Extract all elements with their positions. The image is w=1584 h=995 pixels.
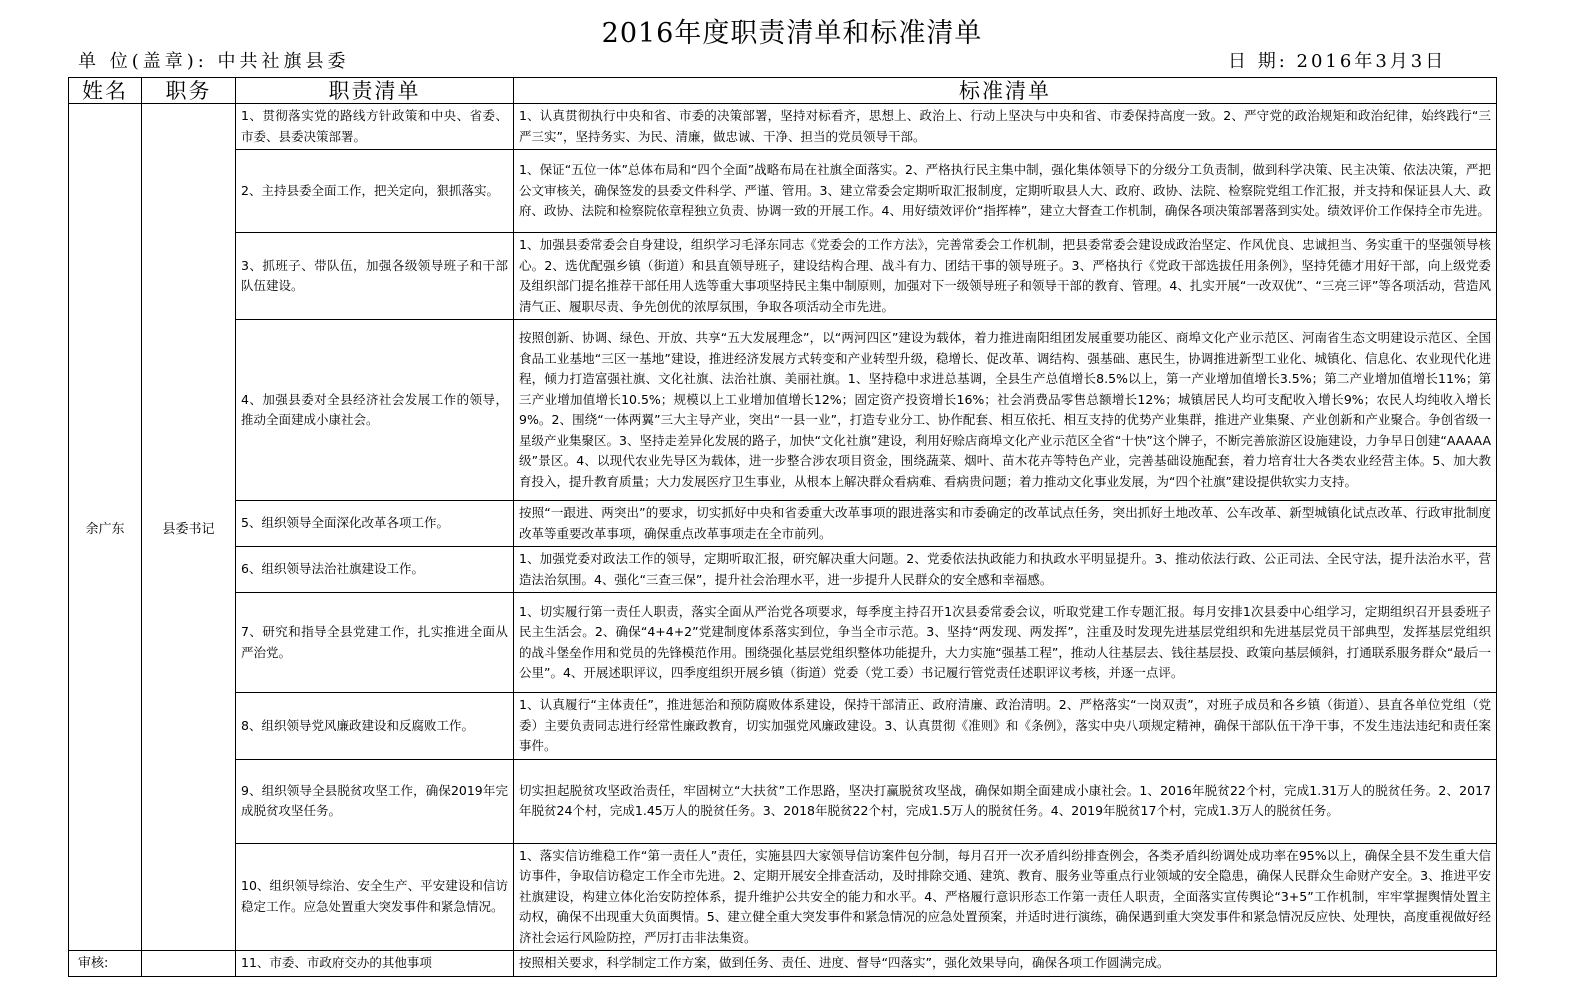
- duty-cell: 10、组织领导综治、安全生产、平安建设和信访稳定工作。应急处置重大突发事件和紧急情况。: [236, 843, 514, 951]
- table-row: [69, 951, 1497, 977]
- standard-cell: 1、切实履行第一责任人职责，落实全面从严治党各项要求，每季度主持召开1次县委常委会议，听取党建工作专题汇报。每月安排1次县委中心组学习，定期组织召开县委班子民主生活会。2、确保“4+4+2”党建制度体系落实到位，争当全市示范。3、坚持“两发现、两发挥”，注重及时发现先进基层党组织和先进基层党员干部典型，发挥基层党组织的战斗堡垒作用和党员的先锋模范作用。围绕强化基层党组织整体功能提升，大力实施“强基工程”，推动人往基层去、钱往基层投、政策向基层倾斜，打通联系服务群众“最后一公里”。4、开展述职评议，四季度组织开展乡镇（街道）党委（党工委）书记履行管党责任述职评议考核，并逐一点评。: [514, 593, 1497, 693]
- standard-cell: 按照“一跟进、两突出”的要求，切实抓好中央和省委重大改革事项的跟进落实和市委确定的改革试点任务，突出抓好土地改革、公车改革、新型城镇化试点改革、行政审批制度改革等重要改革事项，确保重点改革事项走在全市前列。: [514, 501, 1497, 547]
- table-row: [69, 150, 1497, 233]
- review-label: 审核:: [78, 956, 109, 971]
- table-row: [69, 693, 1497, 760]
- duty-cell: 11、市委、市政府交办的其他事项: [236, 951, 514, 977]
- standard-cell: 1、认真贯彻执行中央和省、市委的决策部署，坚持对标看齐，思想上、政治上、行动上坚决与中央和省、市委保持高度一致。2、严守党的政治规矩和政治纪律，始终践行“三严三实”，坚持务实、为民、清廉，做忠诚、干净、担当的党员领导干部。: [514, 104, 1497, 150]
- header-duty: 职责清单: [236, 78, 514, 104]
- standard-cell: 1、落实信访维稳工作“第一责任人”责任，实施县四大家领导信访案件包分制，每月召开一次矛盾纠纷排查例会，各类矛盾纠纷调处成功率在95%以上，确保全县不发生重大信访事件，争取信访稳定工作全市先进。2、定期开展安全排查活动，及时排除交通、建筑、教育、服务业等重点行业领域的安全隐患，确保人民群众生命财产安全。3、推进平安社旗建设，构建立体化治安防控体系，提升维护公共安全的能力和水平。4、严格履行意识形态工作第一责任人职责，全面落实宣传舆论“3+5”工作机制，牢牢掌握舆情处置主动权，确保不出现重大负面舆情。5、建立健全重大突发事件和紧急情况的应急处置预案，并适时进行演练，确保遇到重大突发事件和紧急情况反应快、处理快，高度重视做好经济社会运行风险防控，严厉打击非法集资。: [514, 843, 1497, 951]
- duty-cell: 8、组织领导党风廉政建设和反腐败工作。: [236, 693, 514, 760]
- duty-cell: 1、贯彻落实党的路线方针政策和中央、省委、市委、县委决策部署。: [236, 104, 514, 150]
- date-line: 日 期: 2016年3月3日: [1228, 51, 1447, 72]
- standard-cell: 1、保证“五位一体”总体布局和“四个全面”战略布局在社旗全面落实。2、严格执行民主集中制，强化集体领导下的分级分工负责制，做到科学决策、民主决策、依法决策，严把公文审核关，确保签发的县委文件科学、严谨、管用。3、建立常委会定期听取汇报制度，定期听取县人大、政府、政协、法院、检察院党组工作汇报，并支持和保证县人大、政府、政协、法院和检察院依章程独立负责、协调一致的开展工作。4、用好绩效评价“指挥棒”，建立大督查工作机制，确保各项决策部署落到实处。绩效评价工作保持全市先进。: [514, 150, 1497, 233]
- standard-cell: 按照相关要求，科学制定工作方案，做到任务、责任、进度、督导“四落实”，强化效果导向，确保各项工作圆满完成。: [514, 951, 1497, 977]
- person-name: 余广东: [69, 104, 142, 951]
- duty-standard-table: [68, 77, 1497, 977]
- table-row: [69, 501, 1497, 547]
- standard-cell: 按照创新、协调、绿色、开放、共享“五大发展理念”，以“两河四区”建设为载体，着力推进南阳组团发展重要功能区、商埠文化产业示范区、河南省生态文明建设示范区、全国食品工业基地“三区一基地”建设，推进经济发展方式转变和产业转型升级，稳增长、促改革、调结构、强基础、惠民生，协调推进新型工业化、城镇化、信息化、农业现代化进程，倾力打造富强社旗、文化社旗、法治社旗、美丽社旗。1、坚持稳中求进总基调，全县生产总值增长8.5%以上，第一产业增加值增长3.5%；第二产业增加值增长11%；第三产业增加值增长10.5%；规模以上工业增加值增长12%；固定资产投资增长16%；社会消费品零售总额增长12%；城镇居民人均可支配收入增长9%；农民人均纯收入增长9%。2、围绕“一体两翼”三大主导产业，突出“一县一业”，打造专业分工、协作配套、相互依托、相互支持的优势产业集群，推进产业集聚、产业创新和产业聚合。争创省级一星级产业集聚区。3、坚持走差异化发展的路子，加快“文化社旗”建设，利用好赊店商埠文化产业示范区全省“十快”这个牌子，不断完善旅游区设施建设，力争早日创建“AAAAA级”景区。4、以现代农业先导区为载体，进一步整合涉农项目资金，围绕蔬菜、烟叶、苗木花卉等特色产业，完善基础设施配套，着力培育壮大各类农业经营主体。5、加大教育投入，提升教育质量；大力发展医疗卫生事业，从根本上解决群众看病难、看病贵问题；着力推动文化事业发展，为“四个社旗”建设提供软实力支持。: [514, 320, 1497, 501]
- duty-cell: 6、组织领导法治社旗建设工作。: [236, 547, 514, 593]
- header-standard: 标准清单: [514, 78, 1497, 104]
- duty-cell: 5、组织领导全面深化改革各项工作。: [236, 501, 514, 547]
- table-row: [69, 547, 1497, 593]
- standard-cell: 1、加强党委对政法工作的领导，定期听取汇报，研究解决重大问题。2、党委依法执政能力和执政水平明显提升。3、推动依法行政、公正司法、全民守法，提升法治水平，营造法治氛围。4、强化“三查三保”，提升社会治理水平，进一步提升人民群众的安全感和幸福感。: [514, 547, 1497, 593]
- duty-cell: 2、主持县委全面工作，把关定向，狠抓落实。: [236, 150, 514, 233]
- header-post: 职务: [142, 78, 236, 104]
- duty-cell: 3、抓班子、带队伍，加强各级领导班子和干部队伍建设。: [236, 233, 514, 320]
- header-name: 姓名: [69, 78, 142, 104]
- duty-cell: 7、研究和指导全县党建工作，扎实推进全面从严治党。: [236, 593, 514, 693]
- standard-cell: 1、认真履行“主体责任”，推进惩治和预防腐败体系建设，保持干部清正、政府清廉、政治清明。2、严格落实“一岗双责”，对班子成员和各乡镇（街道）、县直各单位党组（党委）主要负责同志进行经常性廉政教育，切实加强党风廉政建设。3、认真贯彻《准则》和《条例》，落实中央八项规定精神，确保干部队伍干净干事，不发生违法违纪和责任案事件。: [514, 693, 1497, 760]
- standard-cell: 切实担起脱贫攻坚政治责任，牢固树立“大扶贫”工作思路，坚决打赢脱贫攻坚战，确保如期全面建成小康社会。1、2016年脱贫22个村，完成1.31万人的脱贫任务。2、2017年脱贫24个村，完成1.45万人的脱贫任务。3、2018年脱贫22个村，完成1.5万人的脱贫任务。4、2019年脱贫17个村，完成1.3万人的脱贫任务。: [514, 759, 1497, 843]
- page-title: 2016年度职责清单和标准清单: [601, 18, 983, 49]
- table-row: [69, 104, 1497, 150]
- table-row: [69, 593, 1497, 693]
- duty-cell: 4、加强县委对全县经济社会发展工作的领导，推动全面建成小康社会。: [236, 320, 514, 501]
- unit-line: 单 位(盖章): 中共社旗县委: [78, 51, 350, 72]
- table-row: [69, 843, 1497, 951]
- empty-cell: [142, 951, 236, 977]
- header-row: [69, 78, 1497, 104]
- person-post: 县委书记: [142, 104, 236, 951]
- table-row: [69, 320, 1497, 501]
- table-row: [69, 759, 1497, 843]
- duty-cell: 9、组织领导全县脱贫攻坚工作，确保2019年完成脱贫攻坚任务。: [236, 759, 514, 843]
- table-row: [69, 233, 1497, 320]
- standard-cell: 1、加强县委常委会自身建设，组织学习毛泽东同志《党委会的工作方法》，完善常委会工作机制，把县委常委会建设成政治坚定、作风优良、忠诚担当、务实重干的坚强领导核心。2、选优配强乡镇（街道）和县直领导班子，建设结构合理、战斗有力、团结干事的领导班子。3、严格执行《党政干部选拔任用条例》，坚持凭德才用好干部，向上级党委及组织部门提名推荐干部任用人选等重大事项坚持民主集中制原则，加强对下一级领导班子和领导干部的教育、管理。4、扎实开展“一改双优”、“三亮三评”等各项活动，营造风清气正、履职尽责、争先创优的浓厚氛围，争取各项活动全市先进。: [514, 233, 1497, 320]
